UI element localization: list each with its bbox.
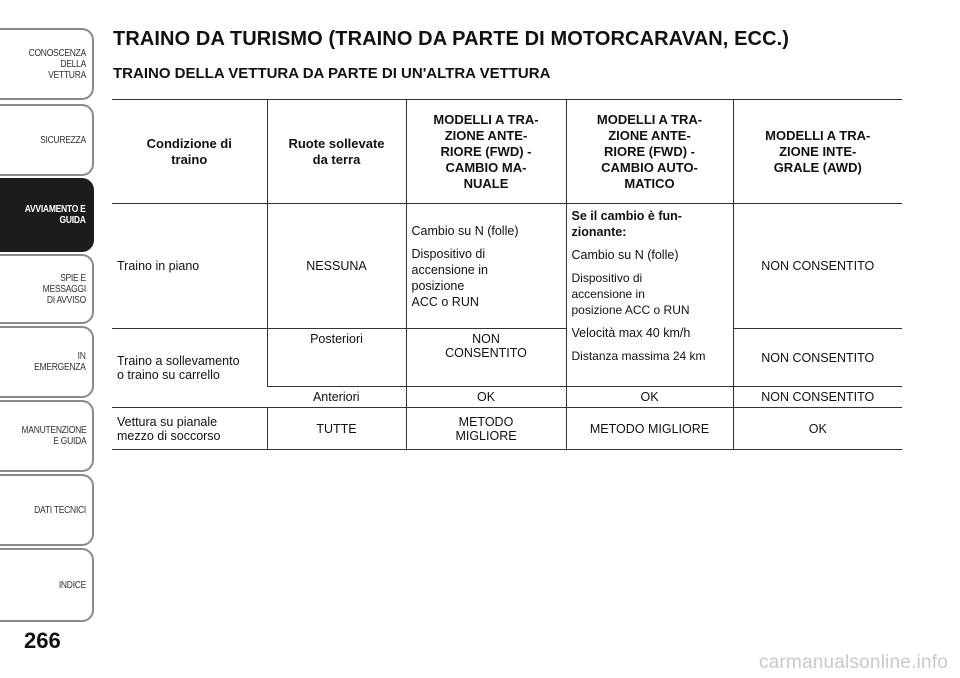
page-number: 266 [24,628,61,653]
header-fwd-automatic: MODELLI A TRA- ZIONE ANTE- RIORE (FWD) - CAMBIO AUTO- MATICO [566,100,733,204]
table-row-dolly-rear [112,329,902,387]
tab-indice[interactable] [0,548,94,622]
tab-sicurezza[interactable] [0,104,94,176]
cell-awd: OK [733,408,902,450]
cell-fwd-automatic: OK [566,387,733,408]
cell-fwd-automatic: METODO MIGLIORE [566,408,733,450]
tab-in-emergenza[interactable] [0,326,94,398]
header-condition: Condizione di traino [146,135,232,167]
tab-avviamento-e-guida[interactable] [0,178,94,252]
tab-conoscenza-della-vettura[interactable] [0,28,94,100]
cell-fwd-manual: METODO MIGLIORE [406,408,566,450]
section-subtitle: TRAINO DELLA VETTURA DA PARTE DI UN'ALTRA VETTURA [113,65,551,82]
cell-condition: Traino in piano [117,259,200,273]
cell-condition: Traino a sollevamento o traino su carrello [117,354,240,382]
watermark: carmanualsonline.info [758,652,948,673]
tab-label: CONOSCENZA DELLA VETTURA [28,47,86,81]
tab-label: DATI TECNICI [34,504,86,516]
towing-table [112,99,902,450]
table-header-row [112,100,902,204]
cell-wheels: TUTTE [267,408,406,450]
tab-label: SPIE E MESSAGGI DI AVVISO [42,272,86,306]
cell-awd: NON CONSENTITO [733,387,902,408]
cell-wheels: Anteriori [312,390,360,404]
table-row-flat-towing [112,204,902,329]
header-awd: MODELLI A TRA- ZIONE INTE- GRALE (AWD) [733,100,902,204]
page-title: TRAINO DA TURISMO (TRAINO DA PARTE DI MOTORCARAVAN, ECC.) [113,28,790,50]
tab-label: AVVIAMENTO E GUIDA [25,204,86,226]
tab-label: SICUREZZA [40,134,86,146]
cell-fwd-automatic: Se il cambio è fun- zionante: Cambio su N (folle) Dispositivo di accensione in posizione ACC o RUN Velocità max 40 km/h Distanza massima 24 km [566,204,733,387]
cell-wheels: Posteriori [267,329,406,387]
cell-fwd-manual: NON CONSENTITO [406,329,566,387]
tab-spie-e-messaggi[interactable] [0,254,94,324]
table-row-flatbed [112,408,902,450]
cell-fwd-manual: Cambio su N (folle) Dispositivo di accensione in posizione ACC o RUN [406,204,566,329]
tab-label: IN EMERGENZA [34,351,86,373]
tab-dati-tecnici[interactable] [0,474,94,546]
tab-manutenzione[interactable] [0,400,94,472]
cell-awd: NON CONSENTITO [733,329,902,387]
header-fwd-manual: MODELLI A TRA- ZIONE ANTE- RIORE (FWD) - CAMBIO MA- NUALE [406,100,566,204]
cell-condition: Vettura su pianale mezzo di soccorso [117,414,221,443]
header-wheels-lifted: Ruote sollevate da terra [267,100,406,204]
cell-awd: NON CONSENTITO [733,204,902,329]
cell-fwd-manual: OK [406,387,566,408]
tab-label: MANUTENZIONE E GUIDA [21,425,86,447]
tab-label: INDICE [58,579,86,591]
cell-wheels: NESSUNA [267,204,406,329]
